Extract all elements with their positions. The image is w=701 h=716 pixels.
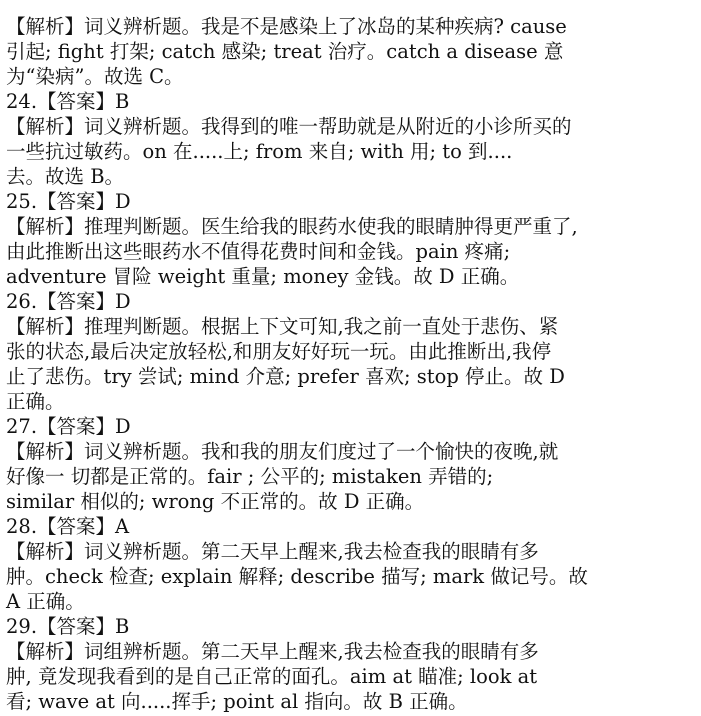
text-line: 肿, 竟发现我看到的是自己正常的面孔。aim at 瞄准; look at [6,665,538,688]
text-line: 【解析】词义辨析题。我得到的唯一帮助就是从附近的小诊所买的 [6,115,572,138]
text-line: 【解析】词义辨析题。我是不是感染上了冰岛的某种疾病? cause [6,15,567,38]
text-line: 为“染病”。故选 C。 [6,65,184,88]
text-line: adventure 冒险 weight 重量; money 金钱。故 D 正确。 [6,265,520,288]
text-line: 看; wave at 向.....挥手; point al 指向。故 B 正确。 [6,690,468,713]
text-line: 【解析】词义辨析题。第二天早上醒来,我去检查我的眼睛有多 [6,540,539,563]
text-line: 肿。check 检查; explain 解释; describe 描写; mark 做记号。故 [6,565,588,588]
text-line: 【解析】推理判断题。医生给我的眼药水使我的眼睛肿得更严重了, [6,215,578,238]
text-line: 好像一 切都是正常的。fair ; 公平的; mistaken 弄错的; [6,465,494,488]
text-line: 一些抗过敏药。on 在.....上; from 来自; with 用; to 到.... [6,140,513,163]
text-line: 【解析】词组辨析题。第二天早上醒来,我去检查我的眼睛有多 [6,640,539,663]
text-line: 张的状态,最后决定放轻松,和朋友好好玩一玩。由此推断出,我停 [6,340,552,363]
text-line: 引起; fight 打架; catch 感染; treat 治疗。catch a disease 意 [6,40,564,63]
answer-heading-24: 24.【答案】B [6,90,130,113]
text-line: 正确。 [6,390,65,413]
text-line: 【解析】推理判断题。根据上下文可知,我之前一直处于悲伤、紧 [6,315,559,338]
answer-heading-29: 29.【答案】B [6,615,130,638]
text-line: 由此推断出这些眼药水不值得花费时间和金钱。pain 疼痛; [6,240,511,263]
answer-heading-25: 25.【答案】D [6,190,131,213]
answer-explanation-document [6,14,696,714]
answer-heading-27: 27.【答案】D [6,415,131,438]
text-line: 止了悲伤。try 尝试; mind 介意; prefer 喜欢; stop 停止。故 D [6,365,565,388]
answer-heading-26: 26.【答案】D [6,290,131,313]
answer-heading-28: 28.【答案】A [6,515,130,538]
text-line: 【解析】词义辨析题。我和我的朋友们度过了一个愉快的夜晚,就 [6,440,559,463]
text-line: A 正确。 [6,590,85,613]
text-line: similar 相似的; wrong 不正常的。故 D 正确。 [6,490,425,513]
text-line: 去。故选 B。 [6,165,125,188]
